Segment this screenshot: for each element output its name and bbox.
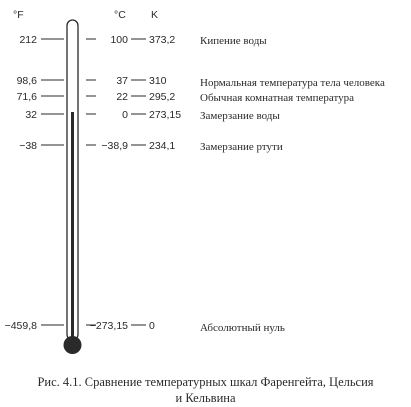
fahrenheit-header: °F xyxy=(13,9,24,21)
celsius-value: −38,9 xyxy=(101,140,128,152)
fahrenheit-value: 71,6 xyxy=(16,91,37,103)
mercury-column xyxy=(71,112,74,344)
thermometer-bulb xyxy=(64,336,82,354)
celsius-value: 22 xyxy=(116,91,128,103)
celsius-header: °C xyxy=(114,9,126,21)
scale-rows xyxy=(5,34,385,334)
reference-point-label: Нормальная температура тела человека xyxy=(200,77,385,89)
celsius-value: −273,15 xyxy=(89,320,128,332)
fahrenheit-value: 98,6 xyxy=(16,75,37,87)
kelvin-value: 234,1 xyxy=(149,140,176,152)
celsius-value: 37 xyxy=(116,75,128,87)
kelvin-value: 310 xyxy=(149,75,167,87)
reference-point-label: Замерзание воды xyxy=(200,110,280,122)
reference-point-label: Обычная комнатная температура xyxy=(200,92,355,104)
fahrenheit-value: −38 xyxy=(19,140,37,152)
reference-point-label: Замерзание ртути xyxy=(200,141,283,153)
kelvin-value: 0 xyxy=(149,320,155,332)
figure-caption xyxy=(0,374,411,406)
celsius-value: 100 xyxy=(110,34,128,46)
kelvin-value: 295,2 xyxy=(149,91,176,103)
reference-point-label: Кипение воды xyxy=(200,35,267,47)
kelvin-value: 373,2 xyxy=(149,34,176,46)
fahrenheit-value: −459,8 xyxy=(4,320,37,332)
reference-point-label: Абсолютный нуль xyxy=(200,322,285,334)
caption-line-1: Рис. 4.1. Сравнение температурных шкал Фаренгейта, Цельсия xyxy=(37,375,374,389)
celsius-value: 0 xyxy=(122,109,128,121)
kelvin-value: 273,15 xyxy=(149,109,182,121)
caption-line-2: и Кельвина xyxy=(175,391,236,405)
fahrenheit-value: 32 xyxy=(25,109,37,121)
kelvin-header: K xyxy=(151,9,159,21)
fahrenheit-value: 212 xyxy=(19,34,37,46)
